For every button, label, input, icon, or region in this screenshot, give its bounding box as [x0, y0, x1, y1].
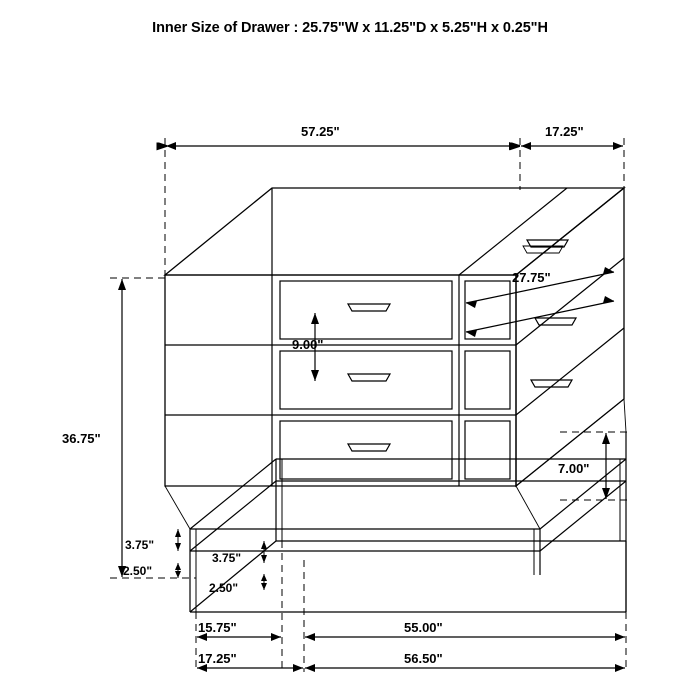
dimension-label-drawer-height: 9.00" — [292, 337, 324, 352]
dimension-label-base-rail-2-inner: 2.50" — [209, 581, 239, 595]
dimension-label-base-rail-2: 2.50" — [123, 564, 153, 578]
dimension-label-top-width: 57.25" — [301, 124, 340, 139]
dimension-label-base-rail-1-inner: 3.75" — [212, 551, 242, 565]
dimension-label-foot-depth-outer: 17.25" — [198, 651, 237, 666]
dimension-label-leg-clearance: 7.00" — [558, 461, 590, 476]
dimension-label-drawer-width: 27.75" — [512, 270, 551, 285]
dimension-label-top-depth: 17.25" — [545, 124, 584, 139]
dimension-label-base-width: 55.00" — [404, 620, 443, 635]
page-title: Inner Size of Drawer : 25.75"W x 11.25"D x 5.25"H x 0.25"H — [152, 20, 548, 36]
dimension-label-foot-depth: 15.75" — [198, 620, 237, 635]
dimension-label-overall-height: 36.75" — [62, 431, 101, 446]
dimension-label-base-width-outer: 56.50" — [404, 651, 443, 666]
dimension-label-base-rail-1: 3.75" — [125, 538, 155, 552]
